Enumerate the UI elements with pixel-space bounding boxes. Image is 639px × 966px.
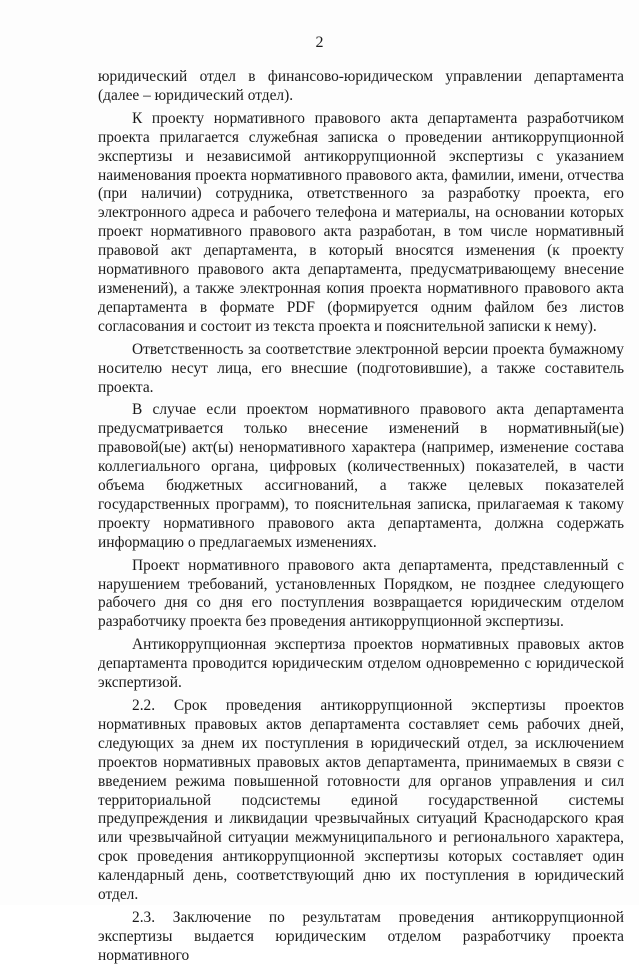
paragraph-return-of-draft: Проект нормативного правового акта департамента, представленный с нарушением требований, установленных Порядком, не позднее следующего рабочего дня со дня его поступления возвращается юридическим отделом разработчику проекта без проведения антикоррупционной экспертизы. [98, 556, 624, 631]
paragraph-continuation: юридический отдел в финансово-юридическом управлении департамента (далее – юридический отдел). [98, 68, 624, 104]
paragraph-attachments: К проекту нормативного правового акта департамента разработчиком проекта прилагается служебная записка о проведении антикоррупционной экспертизы и независимой антикоррупционной экспертизы с указанием наименования проекта нормативного правового акта, фамилии, имени, отчества (при наличии) сотрудника, ответственного за разработку проекта, его электронного адреса и рабочего телефона и материалы, на основании которых проект нормативного правового акта разработан, в том числе нормативный правовой акт департамента, в который вносятся изменения (к проекту нормативного правового акта департамента, предусматривающему внесение изменений), а также электронная копия проекта нормативного правового акта департамента в формате PDF (формируется одним файлом без листов согласования и состоит из текста проекта и пояснительной записки к нему). [98, 109, 624, 335]
paragraph-section-2-2: 2.2. Срок проведения антикоррупционной экспертизы проектов нормативных правовых актов департамента составляет семь рабочих дней, следующих за днем их поступления в юридический отдел, за исключением проектов нормативных правовых актов департамента, принимаемых в связи с введением режима повышенной готовности для органов управления и сил территориальной подсистемы единой государственной системы предупреждения и ликвидации чрезвычайных ситуаций Краснодарского края или чрезвычайной ситуации межмуниципального и регионального характера, срок проведения антикоррупционной экспертизы которых составляет один календарный день, соответствующий дню их поступления в юридический отдел. [98, 697, 624, 904]
paragraph-section-2-3: 2.3. Заключение по результатам проведения антикоррупционной экспертизы выдается юридическим отделом разработчику проекта нормативного [98, 908, 624, 964]
paragraph-explanatory-note: В случае если проектом нормативного правового акта департамента предусматривается только внесение изменений в нормативный(ые) правовой(ые) акт(ы) ненормативного характера (например, изменение состава коллегиального органа, цифровых (количественных) показателей, в части объема бюджетных ассигнований, а также целевых показателей государственных программ), то пояснительная записка, прилагаемая к такому проекту нормативного правового акта департамента, должна содержать информацию о предлагаемых изменениях. [98, 401, 624, 551]
page-number: 2 [315, 34, 324, 51]
paragraph-simultaneous-review: Антикоррупционная экспертиза проектов нормативных правовых актов департамента проводится юридическим отделом одновременно с юридической экспертизой. [98, 636, 624, 692]
paragraph-responsibility: Ответственность за соответствие электронной версии проекта бумажному носителю несут лица, его внесшие (подготовившие), а также составитель проекта. [98, 340, 624, 396]
document-body [98, 68, 624, 966]
